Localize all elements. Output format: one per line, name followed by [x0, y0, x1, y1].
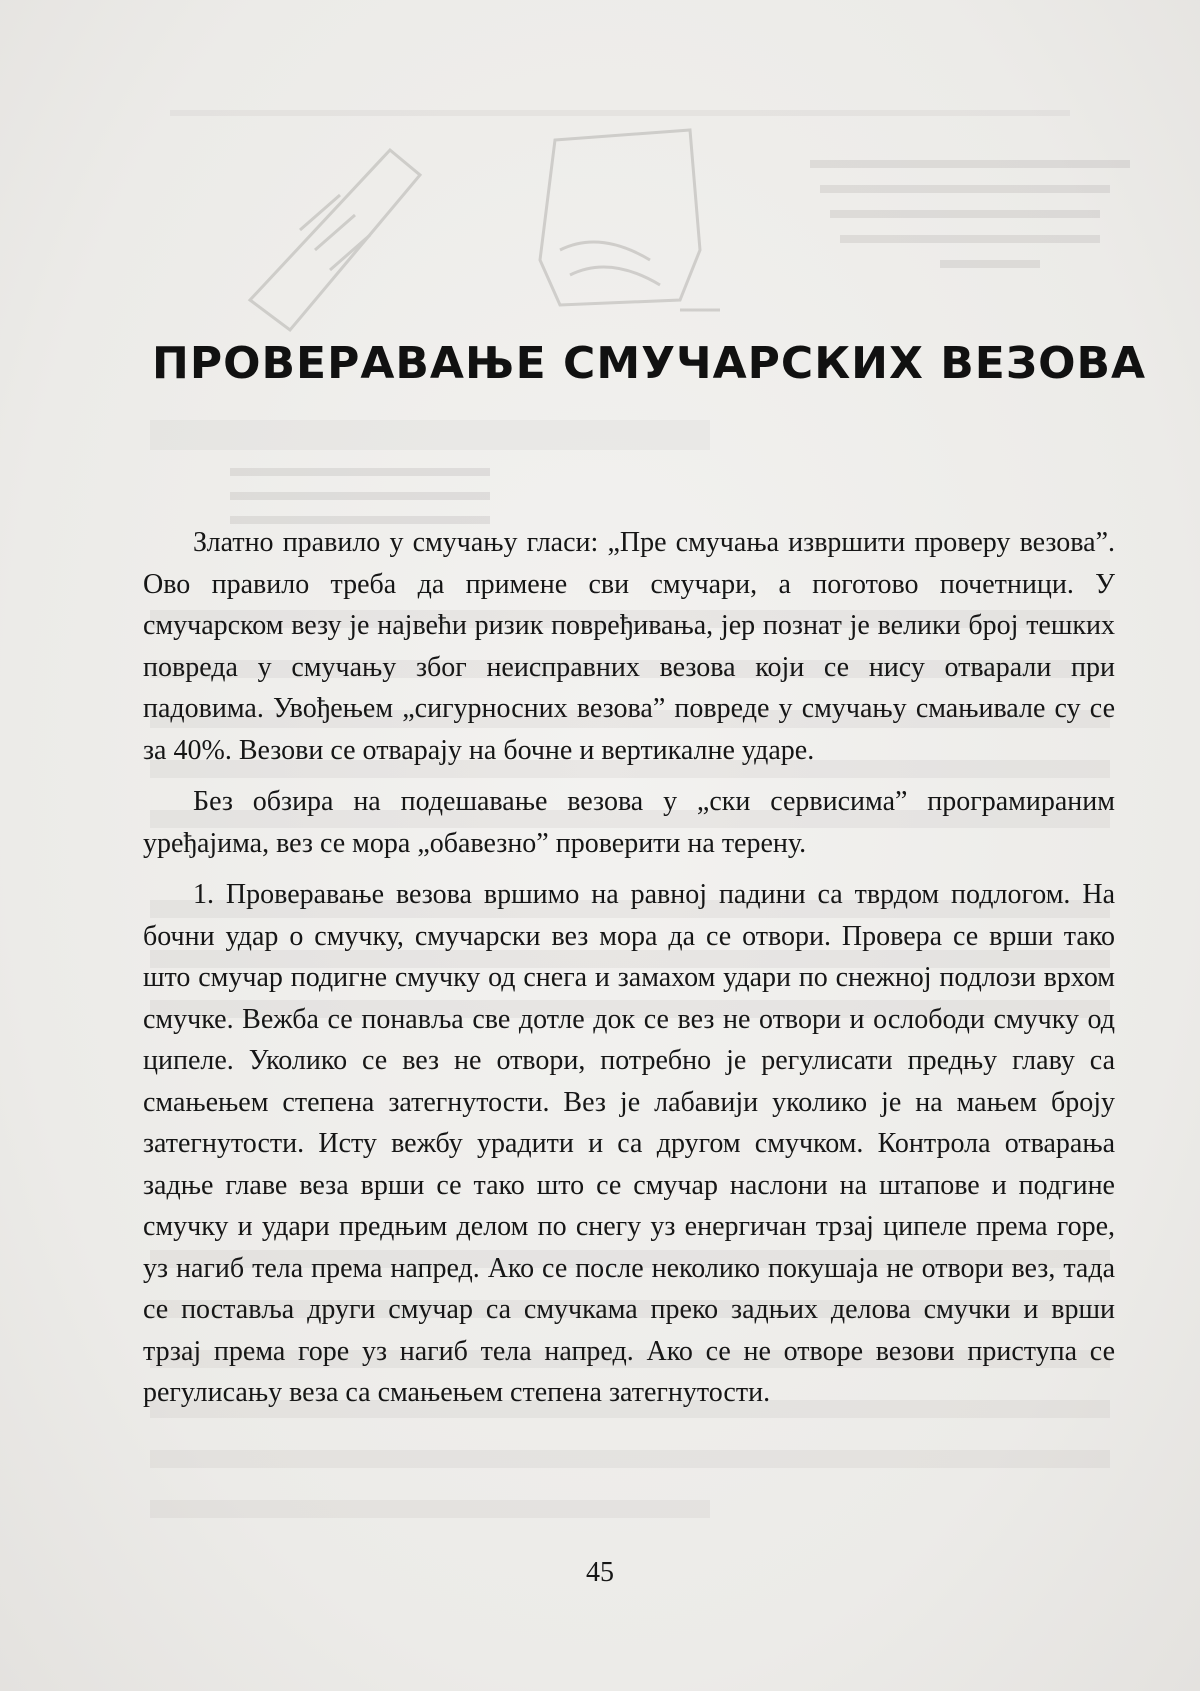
- paragraph: Без обзира на подешавање везова у „ски сервисима” програмираним уређајима, вез се мора „обавезно” проверити на терену.: [143, 786, 1115, 859]
- body-text: [143, 522, 1115, 1424]
- paragraph: Златно правило у смучању гласи: „Пре смучања извршити проверу везова”. Ово правило треба да примене сви смучари, а поготово почетници. У смучарском везу је највећи ризик повређивања, јер познат је велики број тешких повреда у смучању због неисправних везова који се нису отварали при падовима. Увођењем „сигурносних везова” повреде у смучању смањивале су се за 40%. Везови се отварају на бочне и вертикалне ударе.: [143, 527, 1115, 766]
- page-title: ПРОВЕРАВАЊЕ СМУЧАРСКИХ ВЕЗОВА: [152, 338, 1147, 389]
- page-number: 45: [586, 1557, 614, 1588]
- paragraph: 1. Проверавање везова вршимо на равној падини са тврдом подлогом. На бочни удар о смучку, смучарски вез мора да се отвори. Провера се врши тако што смучар подигне смучку од снега и замахом удари по снежној подлози врхом смучке. Вежба се понавља све дотле док се вез не отвори и ослободи смучку од ципеле. Уколико се вез не отвори, потребно је регулисати предњу главу са смањењем степена затегнутости. Вез је лабавији уколико је на мањем броју затегнутости. Исту вежбу урадити и са другом смучком. Контрола отварања задње главе веза врши се тако што се смучар наслони на штапове и подгине смучку и удари предњим делом по снегу уз енергичан трзај ципеле према горе, уз нагиб тела према напред. Ако се после неколико покушаја не отвори вез, тада се поставља други смучар са смучкама преко задњих делова смучки и врши трзај према горе уз нагиб тела напред. Ако се не отворе везови приступа се регулисању веза са смањењем степена затегнутости.: [143, 879, 1115, 1408]
